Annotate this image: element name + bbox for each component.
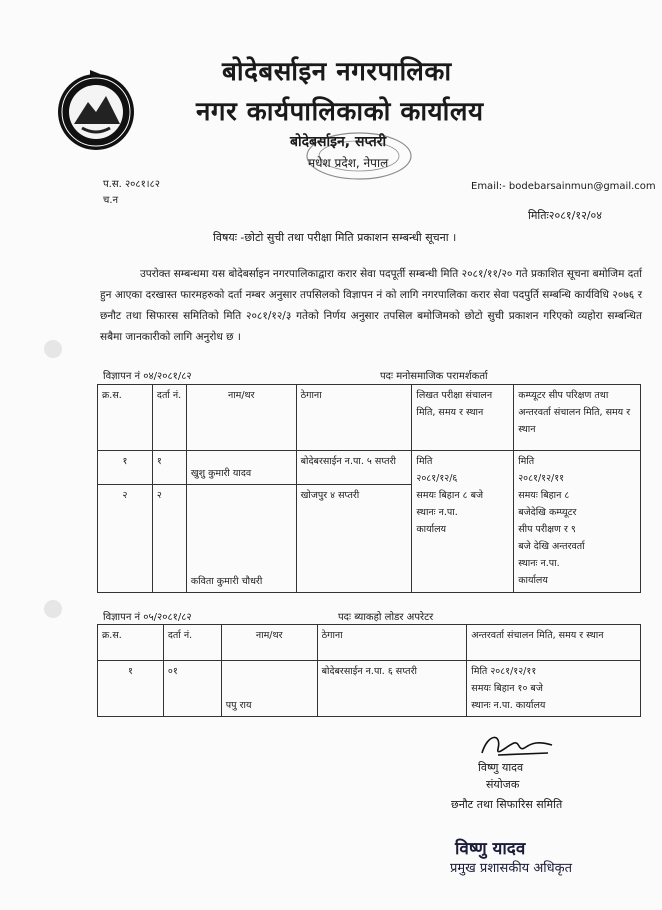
notice-body: उपरोक्त सम्बन्धमा यस बोदेबर्साइन नगरपालिकाद्वारा करार सेवा पदपूर्ती सम्बन्धी मिति २०८१/११/२० गते प्रकाशित सूचना बमोजिम दर्ता हुन आएका दरखास्त फारमहरुको दर्ता नम्बर अनुसार तपसिलको विज्ञापन नं को लागि नगरपालिका करार सेवा पदपुर्ति सम्बन्धि कार्यविधि २०७६ र छनौट तथा सिफारस समितिको मिति २०८१/१२/३ गतेको निर्णय अनुसार तपसिल बमोजिमको छोटो सुची प्रकाशन गरिएको व्यहोरा सम्बन्धित सबैमा जानकारीको लागि अनुरोध छ । bbox=[100, 268, 642, 343]
office-stamp-icon bbox=[304, 130, 414, 182]
table-header-row bbox=[98, 385, 641, 451]
header-reg: दर्ता नं. bbox=[152, 385, 186, 451]
office-title: नगर कार्यपालिकाको कार्यालय bbox=[196, 97, 484, 127]
computer-exam-line: मिति bbox=[518, 456, 535, 467]
computer-exam-line: बजे देखि अन्तरवर्ता bbox=[518, 541, 585, 552]
municipality-emblem-icon bbox=[52, 66, 140, 154]
computer-exam-line: कार्यालय bbox=[518, 575, 548, 586]
header-sn: क्र.स. bbox=[98, 625, 164, 661]
cell-reg: ०१ bbox=[163, 661, 221, 717]
cell-name: कविता कुमारी चौधरी bbox=[186, 485, 296, 593]
office-location: बोदेबर्साइन, सप्तरी bbox=[290, 134, 387, 150]
cell-computer-exam bbox=[514, 451, 641, 593]
written-exam-line: स्थानः न.पा. bbox=[416, 507, 458, 518]
cell-sn: २ bbox=[98, 485, 153, 593]
header-address: ठेगाना bbox=[317, 625, 467, 661]
header-name: नाम/थर bbox=[186, 385, 296, 451]
header-name: नाम/थर bbox=[221, 625, 317, 661]
office-province: मधेश प्रदेश, नेपाल bbox=[308, 156, 389, 170]
dispatch-number: च.न bbox=[103, 195, 119, 206]
notice-date: मितिः२०८१/१२/०४ bbox=[528, 209, 602, 222]
post-name-2: पदः ब्याकहो लोडर अपरेटर bbox=[338, 612, 434, 623]
cell-address: बोदेबरसाईन न.पा. ६ सप्तरी bbox=[317, 661, 467, 717]
cell-sn: १ bbox=[98, 661, 164, 717]
header-computer-exam: कम्प्यूटर सीप परिक्षण तथा अन्तरवर्ता संचालन मिति, समय र स्थान bbox=[514, 385, 641, 451]
cell-sn: १ bbox=[98, 451, 153, 485]
cell-name: खुशु कुमारी यादव bbox=[186, 451, 296, 485]
municipality-title: बोदेबर्साइन नगरपालिका bbox=[222, 57, 452, 87]
notice-subject: विषयः -छोटो सुची तथा परीक्षा मिति प्रकाशन सम्बन्धी सूचना । bbox=[213, 231, 457, 244]
post-name-1: पदः मनोसमाजिक परामर्शकर्ता bbox=[380, 371, 488, 382]
cell-written-exam bbox=[412, 451, 514, 593]
computer-exam-line: २०८१/१२/११ bbox=[518, 473, 565, 484]
interview-line: समयः बिहान १० बजे bbox=[471, 683, 543, 694]
header-interview: अन्तरवर्ता संचालन मिति, समय र स्थान bbox=[467, 625, 641, 661]
header-address: ठेगाना bbox=[296, 385, 412, 451]
table-row bbox=[98, 451, 641, 485]
computer-exam-line: स्थानः न.पा. bbox=[518, 558, 560, 569]
cell-reg: १ bbox=[152, 451, 186, 485]
computer-exam-line: बजेदेखि कम्प्यूटर bbox=[518, 507, 577, 518]
interview-line: मिति २०८१/१२/११ bbox=[471, 666, 537, 677]
header-sn: क्र.स. bbox=[98, 385, 153, 451]
ad-number-2: विज्ञापन नं ०५/२०८१/८२ bbox=[103, 612, 192, 623]
written-exam-line: मिति bbox=[416, 456, 433, 467]
computer-exam-line: सीप परीक्षण र ९ bbox=[518, 524, 576, 535]
cell-reg: २ bbox=[152, 485, 186, 593]
cell-interview bbox=[467, 661, 641, 717]
email-address: Email:- bodebarsainmun@gmail.com bbox=[471, 181, 656, 192]
written-exam-line: समयः बिहान ८ बजे bbox=[416, 490, 484, 501]
cell-address: बोदेबरसाईन न.पा. ५ सप्तरी bbox=[296, 451, 412, 485]
committee-name: छनौट तथा सिफारिस समिति bbox=[451, 798, 563, 811]
table-header-row bbox=[98, 625, 641, 661]
table-row bbox=[98, 661, 641, 717]
interview-line: स्थानः न.पा. कार्यालय bbox=[471, 700, 546, 711]
cell-name: पपु राय bbox=[221, 661, 317, 717]
officer-stamp-role: प्रमुख प्रशासकीय अधिकृत bbox=[450, 861, 573, 876]
written-exam-line: २०८१/१२/६ bbox=[416, 473, 458, 484]
officer-stamp-name: विष्णु यादव bbox=[455, 839, 526, 859]
written-exam-line: कार्यालय bbox=[416, 524, 447, 535]
signatory-role: संयोजक bbox=[486, 778, 520, 791]
punch-hole bbox=[44, 340, 62, 358]
header-written-exam: लिखत परीक्षा संचालन मिति, समय र स्थान bbox=[412, 385, 514, 451]
ad-number-1: विज्ञापन नं ०४/२०८१/८२ bbox=[103, 371, 192, 382]
header-reg: दर्ता नं. bbox=[163, 625, 221, 661]
reference-number: प.स. २०८१।८२ bbox=[103, 179, 160, 190]
shortlist-table-2 bbox=[97, 624, 641, 717]
signatory-name: विष्णु यादव bbox=[478, 761, 524, 774]
shortlist-table-1 bbox=[97, 384, 641, 593]
computer-exam-line: समयः बिहान ८ bbox=[518, 490, 570, 501]
punch-hole bbox=[44, 600, 62, 618]
cell-address: खोजपुर ४ सप्तरी bbox=[296, 485, 412, 593]
